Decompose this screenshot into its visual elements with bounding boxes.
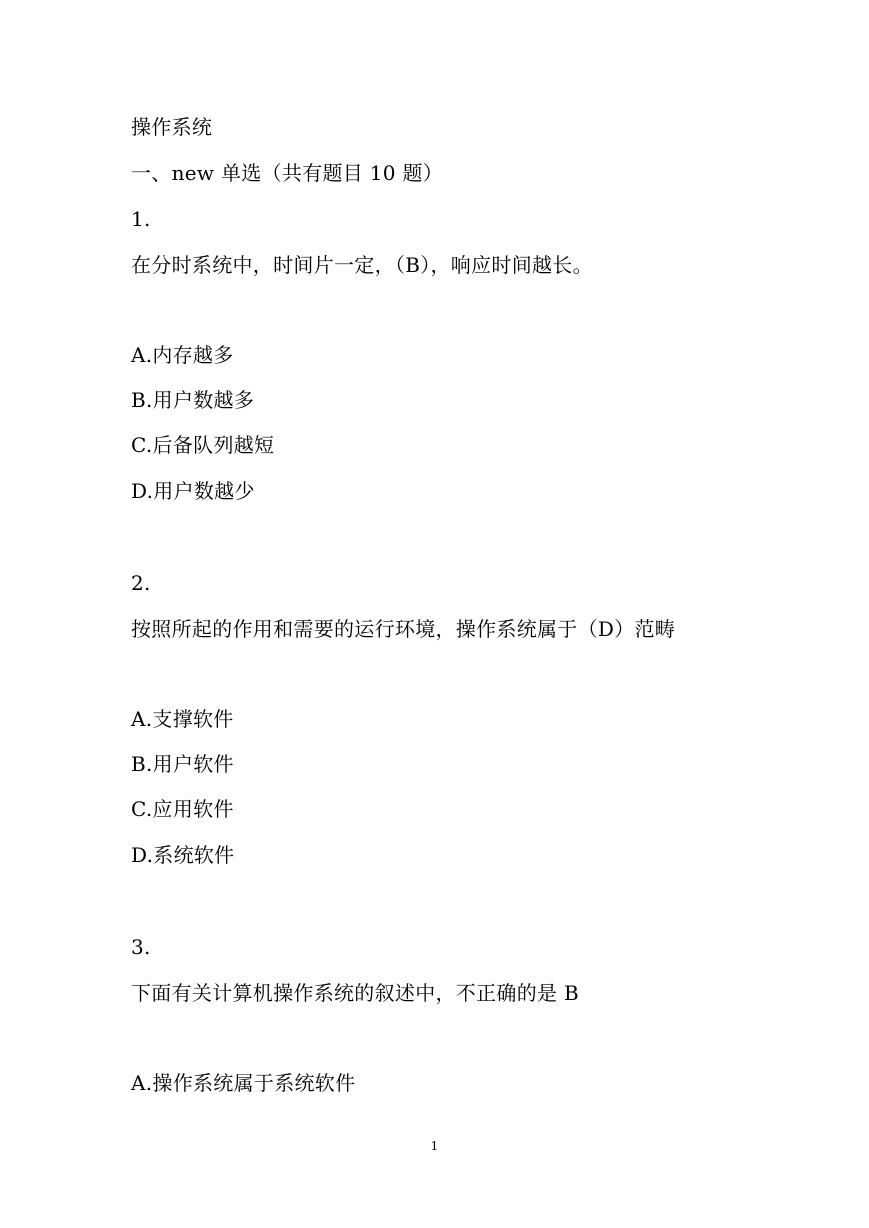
question-2-option-d: D.系统软件 <box>131 843 235 867</box>
document-title: 操作系统 <box>131 115 213 139</box>
question-2-number: 2. <box>131 571 151 595</box>
question-1-number: 1. <box>131 207 151 231</box>
question-3-number: 3. <box>131 935 151 959</box>
question-2-option-b: B.用户软件 <box>131 752 234 776</box>
question-3-option-a: A.操作系统属于系统软件 <box>131 1071 356 1095</box>
section-heading: 一、new 单选（共有题目 10 题） <box>131 161 444 185</box>
question-3-stem: 下面有关计算机操作系统的叙述中，不正确的是 B <box>131 981 579 1005</box>
question-1-option-c: C.后备队列越短 <box>131 433 275 457</box>
question-1-option-b: B.用户数越多 <box>131 388 255 412</box>
question-2-stem: 按照所起的作用和需要的运行环境，操作系统属于（D）范畴 <box>131 617 676 641</box>
question-1-option-d: D.用户数越少 <box>131 479 255 503</box>
question-1-stem: 在分时系统中，时间片一定，（B），响应时间越长。 <box>131 253 593 277</box>
question-2-option-a: A.支撑软件 <box>131 707 234 731</box>
question-1-option-a: A.内存越多 <box>131 343 234 367</box>
question-2-option-c: C.应用软件 <box>131 797 234 821</box>
page-number: 1 <box>430 1139 439 1153</box>
